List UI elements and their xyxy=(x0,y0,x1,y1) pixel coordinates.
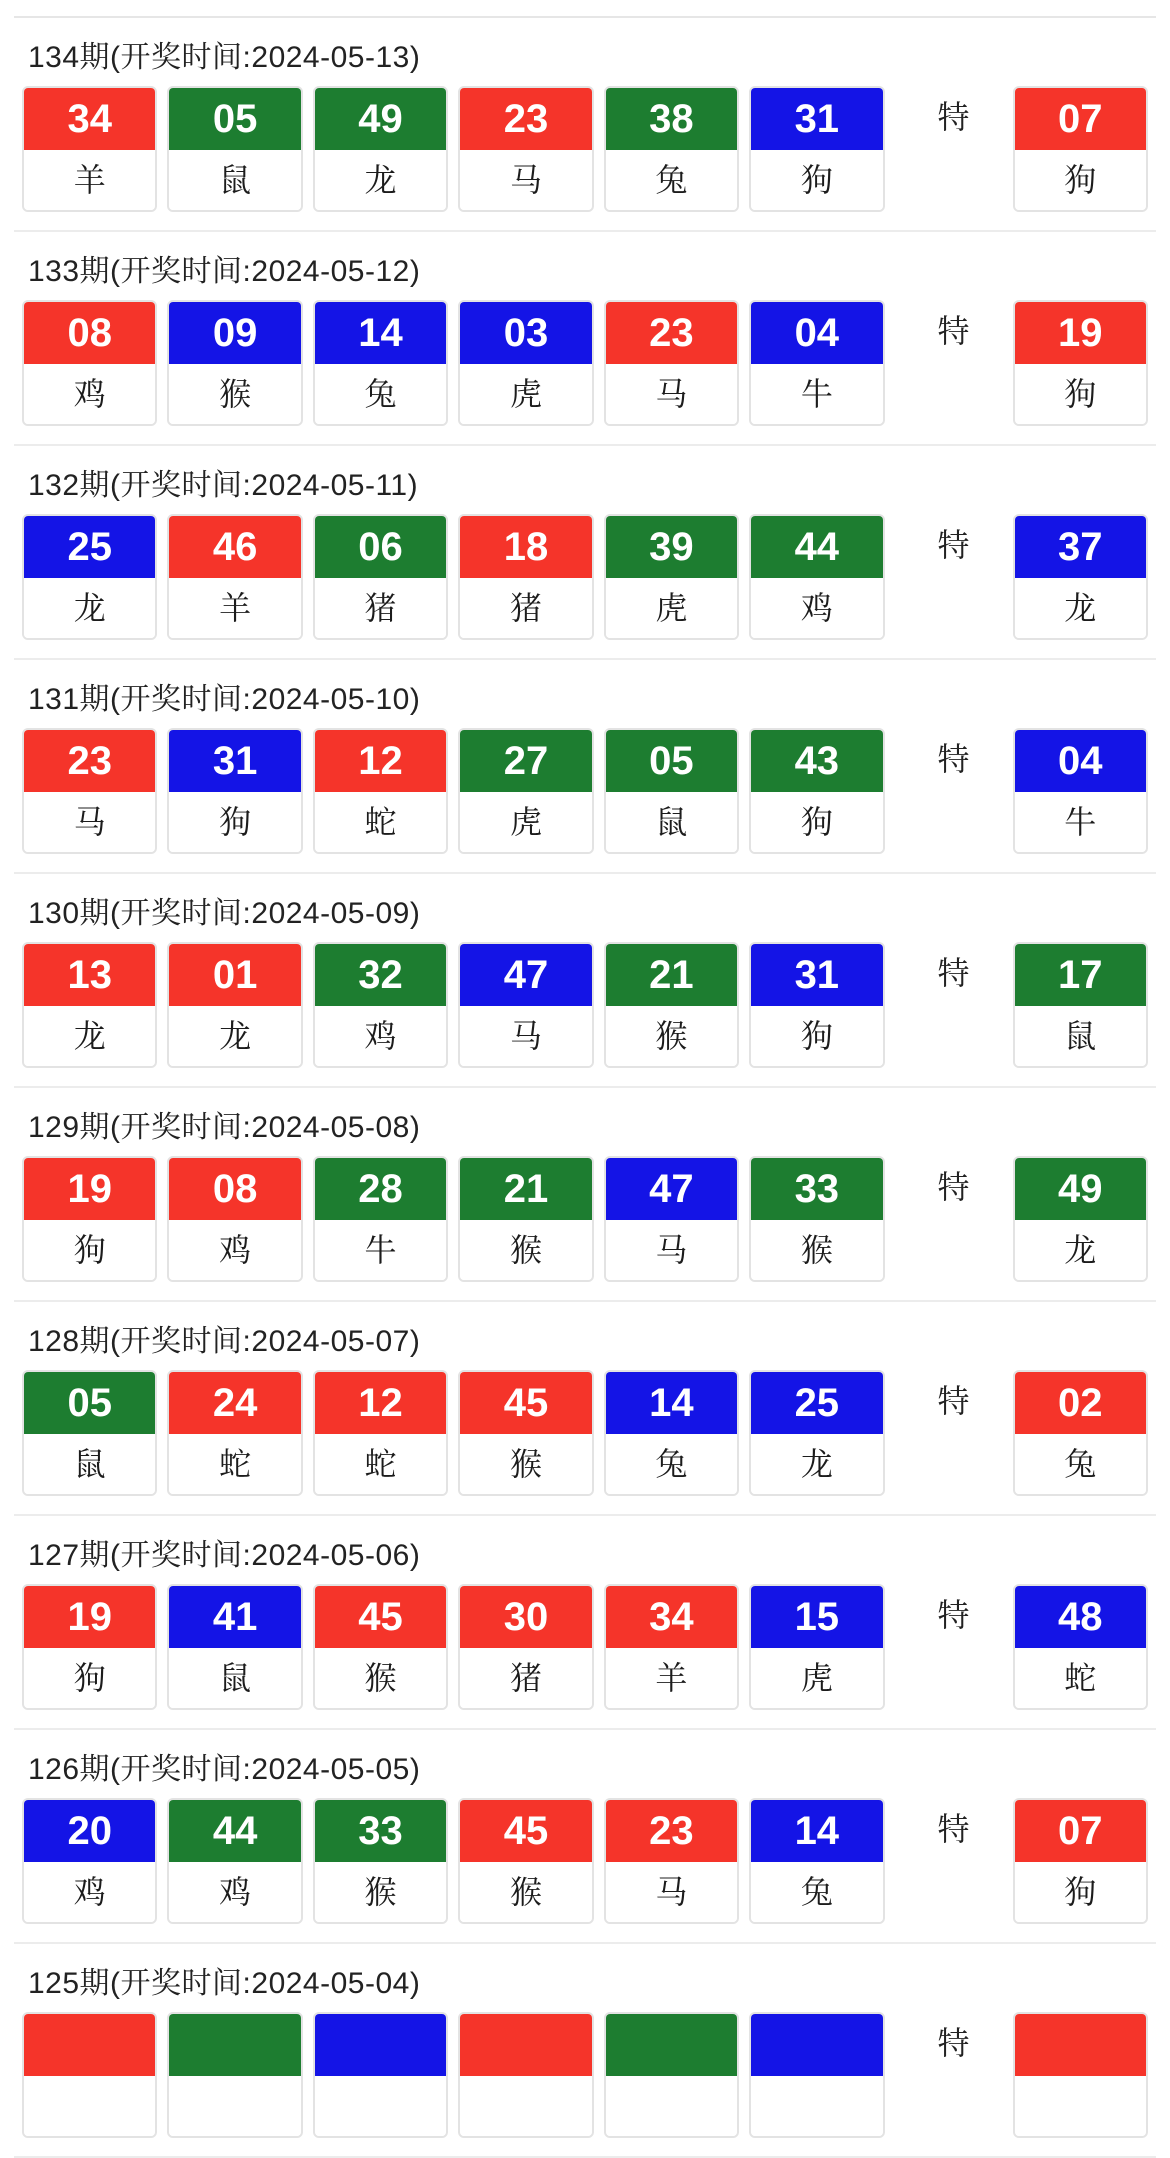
lottery-ball[interactable] xyxy=(167,1584,302,1710)
ball-zodiac: 马 xyxy=(606,1862,737,1922)
special-ball-zodiac xyxy=(1015,2076,1146,2136)
special-ball-zodiac: 狗 xyxy=(1015,1862,1146,1922)
ball-number: 06 xyxy=(315,516,446,578)
ball-zodiac: 鸡 xyxy=(169,1220,300,1280)
draw-header: 130期(开奖时间:2024-05-09) xyxy=(28,897,421,930)
ball-zodiac: 猴 xyxy=(460,1220,591,1280)
draw-block[interactable] xyxy=(14,660,1156,874)
draw-block[interactable] xyxy=(14,874,1156,1088)
lottery-ball[interactable] xyxy=(167,1798,302,1924)
ball-number: 23 xyxy=(460,88,591,150)
lottery-ball[interactable] xyxy=(749,86,884,212)
draw-numbers-row xyxy=(14,300,1156,444)
ball-number: 08 xyxy=(24,302,155,364)
lottery-ball[interactable] xyxy=(604,1156,739,1282)
ball-number: 05 xyxy=(169,88,300,150)
ball-zodiac: 马 xyxy=(606,1220,737,1280)
lottery-ball[interactable] xyxy=(749,942,884,1068)
ball-number xyxy=(460,2014,591,2076)
lottery-ball[interactable] xyxy=(604,2012,739,2138)
special-ball-label: 特 xyxy=(937,99,970,135)
ball-number: 44 xyxy=(169,1800,300,1862)
lottery-ball[interactable] xyxy=(749,1798,884,1924)
ball-number: 20 xyxy=(24,1800,155,1862)
ball-zodiac: 马 xyxy=(24,792,155,852)
ball-number xyxy=(169,2014,300,2076)
special-ball-number: 19 xyxy=(1015,302,1146,364)
ball-zodiac: 鸡 xyxy=(751,578,882,638)
special-ball-number: 04 xyxy=(1015,730,1146,792)
ball-number: 33 xyxy=(751,1158,882,1220)
ball-number: 31 xyxy=(751,944,882,1006)
special-ball-label: 特 xyxy=(937,527,970,563)
ball-number: 03 xyxy=(460,302,591,364)
ball-number xyxy=(751,2014,882,2076)
special-lottery-ball[interactable] xyxy=(1013,728,1148,854)
lottery-ball[interactable] xyxy=(313,2012,448,2138)
ball-zodiac: 鸡 xyxy=(169,1862,300,1922)
ball-number: 31 xyxy=(751,88,882,150)
lottery-ball[interactable] xyxy=(167,2012,302,2138)
draw-header: 126期(开奖时间:2024-05-05) xyxy=(28,1753,421,1786)
draw-results-list xyxy=(0,18,1170,2158)
ball-zodiac: 龙 xyxy=(24,578,155,638)
special-ball-label: 特 xyxy=(937,1811,970,1847)
ball-number: 19 xyxy=(24,1586,155,1648)
lottery-ball[interactable] xyxy=(749,1370,884,1496)
ball-number: 46 xyxy=(169,516,300,578)
ball-zodiac: 鸡 xyxy=(315,1006,446,1066)
lottery-ball[interactable] xyxy=(313,86,448,212)
ball-zodiac: 狗 xyxy=(751,792,882,852)
lottery-ball[interactable] xyxy=(313,1584,448,1710)
special-lottery-ball[interactable] xyxy=(1013,1156,1148,1282)
ball-number: 05 xyxy=(606,730,737,792)
lottery-ball[interactable] xyxy=(167,514,302,640)
ball-number: 18 xyxy=(460,516,591,578)
lottery-ball[interactable] xyxy=(604,86,739,212)
lottery-ball[interactable] xyxy=(749,2012,884,2138)
lottery-ball[interactable] xyxy=(313,1798,448,1924)
lottery-ball[interactable] xyxy=(458,514,593,640)
lottery-ball[interactable] xyxy=(604,514,739,640)
lottery-ball[interactable] xyxy=(313,1370,448,1496)
ball-zodiac: 马 xyxy=(460,150,591,210)
ball-number: 14 xyxy=(315,302,446,364)
ball-number: 13 xyxy=(24,944,155,1006)
draw-block[interactable] xyxy=(14,1944,1156,2158)
ball-zodiac: 羊 xyxy=(606,1648,737,1708)
ball-zodiac: 狗 xyxy=(751,150,882,210)
ball-zodiac: 兔 xyxy=(751,1862,882,1922)
ball-zodiac: 牛 xyxy=(751,364,882,424)
lottery-ball[interactable] xyxy=(313,300,448,426)
lottery-ball[interactable] xyxy=(167,86,302,212)
ball-zodiac: 狗 xyxy=(24,1648,155,1708)
draw-header: 133期(开奖时间:2024-05-12) xyxy=(28,255,421,288)
ball-number xyxy=(606,2014,737,2076)
lottery-ball[interactable] xyxy=(604,1584,739,1710)
ball-number: 21 xyxy=(606,944,737,1006)
ball-zodiac: 猴 xyxy=(751,1220,882,1280)
draw-header: 129期(开奖时间:2024-05-08) xyxy=(28,1111,421,1144)
lottery-ball[interactable] xyxy=(749,1156,884,1282)
ball-number: 12 xyxy=(315,1372,446,1434)
ball-number: 25 xyxy=(751,1372,882,1434)
ball-zodiac: 猴 xyxy=(460,1434,591,1494)
ball-zodiac xyxy=(751,2076,882,2136)
draw-header: 125期(开奖时间:2024-05-04) xyxy=(28,1967,421,2000)
special-ball-zodiac: 狗 xyxy=(1015,364,1146,424)
ball-zodiac: 龙 xyxy=(315,150,446,210)
special-lottery-ball[interactable] xyxy=(1013,1798,1148,1924)
ball-zodiac xyxy=(24,2076,155,2136)
ball-zodiac xyxy=(315,2076,446,2136)
lottery-ball[interactable] xyxy=(22,1156,157,1282)
ball-number: 23 xyxy=(606,302,737,364)
ball-number: 12 xyxy=(315,730,446,792)
lottery-ball[interactable] xyxy=(604,1798,739,1924)
ball-number: 14 xyxy=(751,1800,882,1862)
lottery-ball[interactable] xyxy=(458,86,593,212)
ball-number: 14 xyxy=(606,1372,737,1434)
lottery-ball[interactable] xyxy=(749,300,884,426)
lottery-ball[interactable] xyxy=(22,1798,157,1924)
ball-zodiac: 鼠 xyxy=(24,1434,155,1494)
lottery-ball[interactable] xyxy=(167,300,302,426)
draw-block[interactable] xyxy=(14,18,1156,232)
ball-number: 01 xyxy=(169,944,300,1006)
ball-number: 25 xyxy=(24,516,155,578)
ball-zodiac: 猴 xyxy=(169,364,300,424)
lottery-ball[interactable] xyxy=(458,2012,593,2138)
lottery-ball[interactable] xyxy=(22,1584,157,1710)
special-ball-label: 特 xyxy=(937,741,970,777)
ball-zodiac: 鼠 xyxy=(169,1648,300,1708)
lottery-ball[interactable] xyxy=(22,300,157,426)
ball-number: 24 xyxy=(169,1372,300,1434)
lottery-ball[interactable] xyxy=(458,728,593,854)
ball-number: 19 xyxy=(24,1158,155,1220)
draw-numbers-row xyxy=(14,1798,1156,1942)
draw-header: 132期(开奖时间:2024-05-11) xyxy=(28,469,419,502)
ball-number: 47 xyxy=(606,1158,737,1220)
ball-zodiac: 兔 xyxy=(606,150,737,210)
ball-zodiac xyxy=(606,2076,737,2136)
lottery-ball[interactable] xyxy=(167,728,302,854)
special-lottery-ball[interactable] xyxy=(1013,2012,1148,2138)
ball-zodiac: 羊 xyxy=(24,150,155,210)
lottery-ball[interactable] xyxy=(604,1370,739,1496)
special-ball-zodiac: 牛 xyxy=(1015,792,1146,852)
ball-number: 45 xyxy=(460,1372,591,1434)
ball-zodiac: 兔 xyxy=(315,364,446,424)
ball-number: 28 xyxy=(315,1158,446,1220)
lottery-ball[interactable] xyxy=(313,942,448,1068)
lottery-ball[interactable] xyxy=(458,1156,593,1282)
lottery-ball[interactable] xyxy=(167,1156,302,1282)
lottery-ball[interactable] xyxy=(604,942,739,1068)
ball-zodiac: 马 xyxy=(606,364,737,424)
ball-zodiac: 牛 xyxy=(315,1220,446,1280)
ball-number: 43 xyxy=(751,730,882,792)
lottery-ball[interactable] xyxy=(313,514,448,640)
ball-zodiac: 龙 xyxy=(169,1006,300,1066)
draw-numbers-row xyxy=(14,2012,1156,2156)
ball-zodiac: 龙 xyxy=(24,1006,155,1066)
lottery-ball[interactable] xyxy=(22,1370,157,1496)
ball-zodiac: 蛇 xyxy=(169,1434,300,1494)
ball-number: 41 xyxy=(169,1586,300,1648)
ball-number: 08 xyxy=(169,1158,300,1220)
draw-header: 134期(开奖时间:2024-05-13) xyxy=(28,41,421,74)
ball-zodiac: 鸡 xyxy=(24,364,155,424)
lottery-ball[interactable] xyxy=(458,300,593,426)
draw-header: 131期(开奖时间:2024-05-10) xyxy=(28,683,421,716)
ball-zodiac: 鼠 xyxy=(169,150,300,210)
special-ball-number: 07 xyxy=(1015,1800,1146,1862)
lottery-ball[interactable] xyxy=(458,1584,593,1710)
draw-block[interactable] xyxy=(14,1516,1156,1730)
lottery-ball[interactable] xyxy=(167,942,302,1068)
ball-number: 33 xyxy=(315,1800,446,1862)
draw-block[interactable] xyxy=(14,1730,1156,1944)
lottery-ball[interactable] xyxy=(749,1584,884,1710)
ball-zodiac: 猴 xyxy=(460,1862,591,1922)
ball-zodiac: 马 xyxy=(460,1006,591,1066)
ball-number xyxy=(24,2014,155,2076)
special-ball-zodiac: 龙 xyxy=(1015,1220,1146,1280)
special-ball-zodiac: 狗 xyxy=(1015,150,1146,210)
ball-zodiac: 狗 xyxy=(751,1006,882,1066)
ball-zodiac: 虎 xyxy=(751,1648,882,1708)
special-ball-number: 02 xyxy=(1015,1372,1146,1434)
special-ball-number: 17 xyxy=(1015,944,1146,1006)
draw-numbers-row xyxy=(14,1370,1156,1514)
ball-number: 27 xyxy=(460,730,591,792)
draw-numbers-row xyxy=(14,1584,1156,1728)
lottery-ball[interactable] xyxy=(458,1798,593,1924)
special-ball-label: 特 xyxy=(937,313,970,349)
ball-number: 47 xyxy=(460,944,591,1006)
ball-number: 38 xyxy=(606,88,737,150)
ball-number: 45 xyxy=(460,1800,591,1862)
ball-number: 30 xyxy=(460,1586,591,1648)
top-divider xyxy=(14,0,1156,18)
ball-zodiac: 蛇 xyxy=(315,1434,446,1494)
ball-zodiac: 狗 xyxy=(169,792,300,852)
ball-zodiac: 鼠 xyxy=(606,792,737,852)
draw-header: 127期(开奖时间:2024-05-06) xyxy=(28,1539,421,1572)
special-ball-label: 特 xyxy=(937,1169,970,1205)
ball-number: 39 xyxy=(606,516,737,578)
ball-zodiac: 虎 xyxy=(606,578,737,638)
ball-zodiac xyxy=(460,2076,591,2136)
lottery-ball[interactable] xyxy=(749,728,884,854)
ball-number: 09 xyxy=(169,302,300,364)
ball-zodiac: 虎 xyxy=(460,792,591,852)
ball-zodiac: 猪 xyxy=(460,1648,591,1708)
special-lottery-ball[interactable] xyxy=(1013,300,1148,426)
special-ball-zodiac: 兔 xyxy=(1015,1434,1146,1494)
draw-block[interactable] xyxy=(14,1302,1156,1516)
lottery-ball[interactable] xyxy=(604,728,739,854)
ball-zodiac: 猴 xyxy=(315,1862,446,1922)
draw-block[interactable] xyxy=(14,1088,1156,1302)
lottery-ball[interactable] xyxy=(313,1156,448,1282)
special-ball-number: 49 xyxy=(1015,1158,1146,1220)
lottery-ball[interactable] xyxy=(22,728,157,854)
ball-number: 34 xyxy=(24,88,155,150)
special-lottery-ball[interactable] xyxy=(1013,86,1148,212)
draw-numbers-row xyxy=(14,728,1156,872)
special-ball-number: 37 xyxy=(1015,516,1146,578)
ball-zodiac: 兔 xyxy=(606,1434,737,1494)
ball-zodiac: 猴 xyxy=(315,1648,446,1708)
ball-number: 44 xyxy=(751,516,882,578)
draw-header: 128期(开奖时间:2024-05-07) xyxy=(28,1325,421,1358)
special-ball-zodiac: 蛇 xyxy=(1015,1648,1146,1708)
ball-number: 21 xyxy=(460,1158,591,1220)
lottery-ball[interactable] xyxy=(22,2012,157,2138)
lottery-ball[interactable] xyxy=(313,728,448,854)
ball-zodiac: 猪 xyxy=(315,578,446,638)
ball-zodiac: 猴 xyxy=(606,1006,737,1066)
lottery-ball[interactable] xyxy=(749,514,884,640)
special-ball-number xyxy=(1015,2014,1146,2076)
lottery-ball[interactable] xyxy=(22,86,157,212)
special-ball-zodiac: 鼠 xyxy=(1015,1006,1146,1066)
ball-number: 15 xyxy=(751,1586,882,1648)
draw-numbers-row xyxy=(14,514,1156,658)
draw-numbers-row xyxy=(14,86,1156,230)
ball-number: 23 xyxy=(24,730,155,792)
ball-number xyxy=(315,2014,446,2076)
ball-number: 45 xyxy=(315,1586,446,1648)
special-lottery-ball[interactable] xyxy=(1013,1370,1148,1496)
ball-number: 32 xyxy=(315,944,446,1006)
lottery-ball[interactable] xyxy=(167,1370,302,1496)
draw-block[interactable] xyxy=(14,232,1156,446)
special-ball-label: 特 xyxy=(937,955,970,991)
special-lottery-ball[interactable] xyxy=(1013,514,1148,640)
lottery-ball[interactable] xyxy=(458,942,593,1068)
lottery-ball[interactable] xyxy=(604,300,739,426)
special-ball-zodiac: 龙 xyxy=(1015,578,1146,638)
ball-zodiac: 龙 xyxy=(751,1434,882,1494)
lottery-ball[interactable] xyxy=(22,514,157,640)
special-ball-label: 特 xyxy=(937,1597,970,1633)
ball-zodiac: 虎 xyxy=(460,364,591,424)
ball-zodiac: 猪 xyxy=(460,578,591,638)
ball-number: 05 xyxy=(24,1372,155,1434)
special-lottery-ball[interactable] xyxy=(1013,942,1148,1068)
draw-numbers-row xyxy=(14,1156,1156,1300)
special-ball-label: 特 xyxy=(937,2025,970,2061)
special-ball-number: 07 xyxy=(1015,88,1146,150)
ball-zodiac: 鸡 xyxy=(24,1862,155,1922)
ball-number: 34 xyxy=(606,1586,737,1648)
special-ball-label: 特 xyxy=(937,1383,970,1419)
ball-number: 04 xyxy=(751,302,882,364)
ball-number: 31 xyxy=(169,730,300,792)
ball-zodiac xyxy=(169,2076,300,2136)
ball-zodiac: 蛇 xyxy=(315,792,446,852)
ball-number: 23 xyxy=(606,1800,737,1862)
ball-zodiac: 羊 xyxy=(169,578,300,638)
lottery-ball[interactable] xyxy=(458,1370,593,1496)
special-ball-number: 48 xyxy=(1015,1586,1146,1648)
draw-block[interactable] xyxy=(14,446,1156,660)
lottery-ball[interactable] xyxy=(22,942,157,1068)
draw-numbers-row xyxy=(14,942,1156,1086)
ball-number: 49 xyxy=(315,88,446,150)
special-lottery-ball[interactable] xyxy=(1013,1584,1148,1710)
ball-zodiac: 狗 xyxy=(24,1220,155,1280)
